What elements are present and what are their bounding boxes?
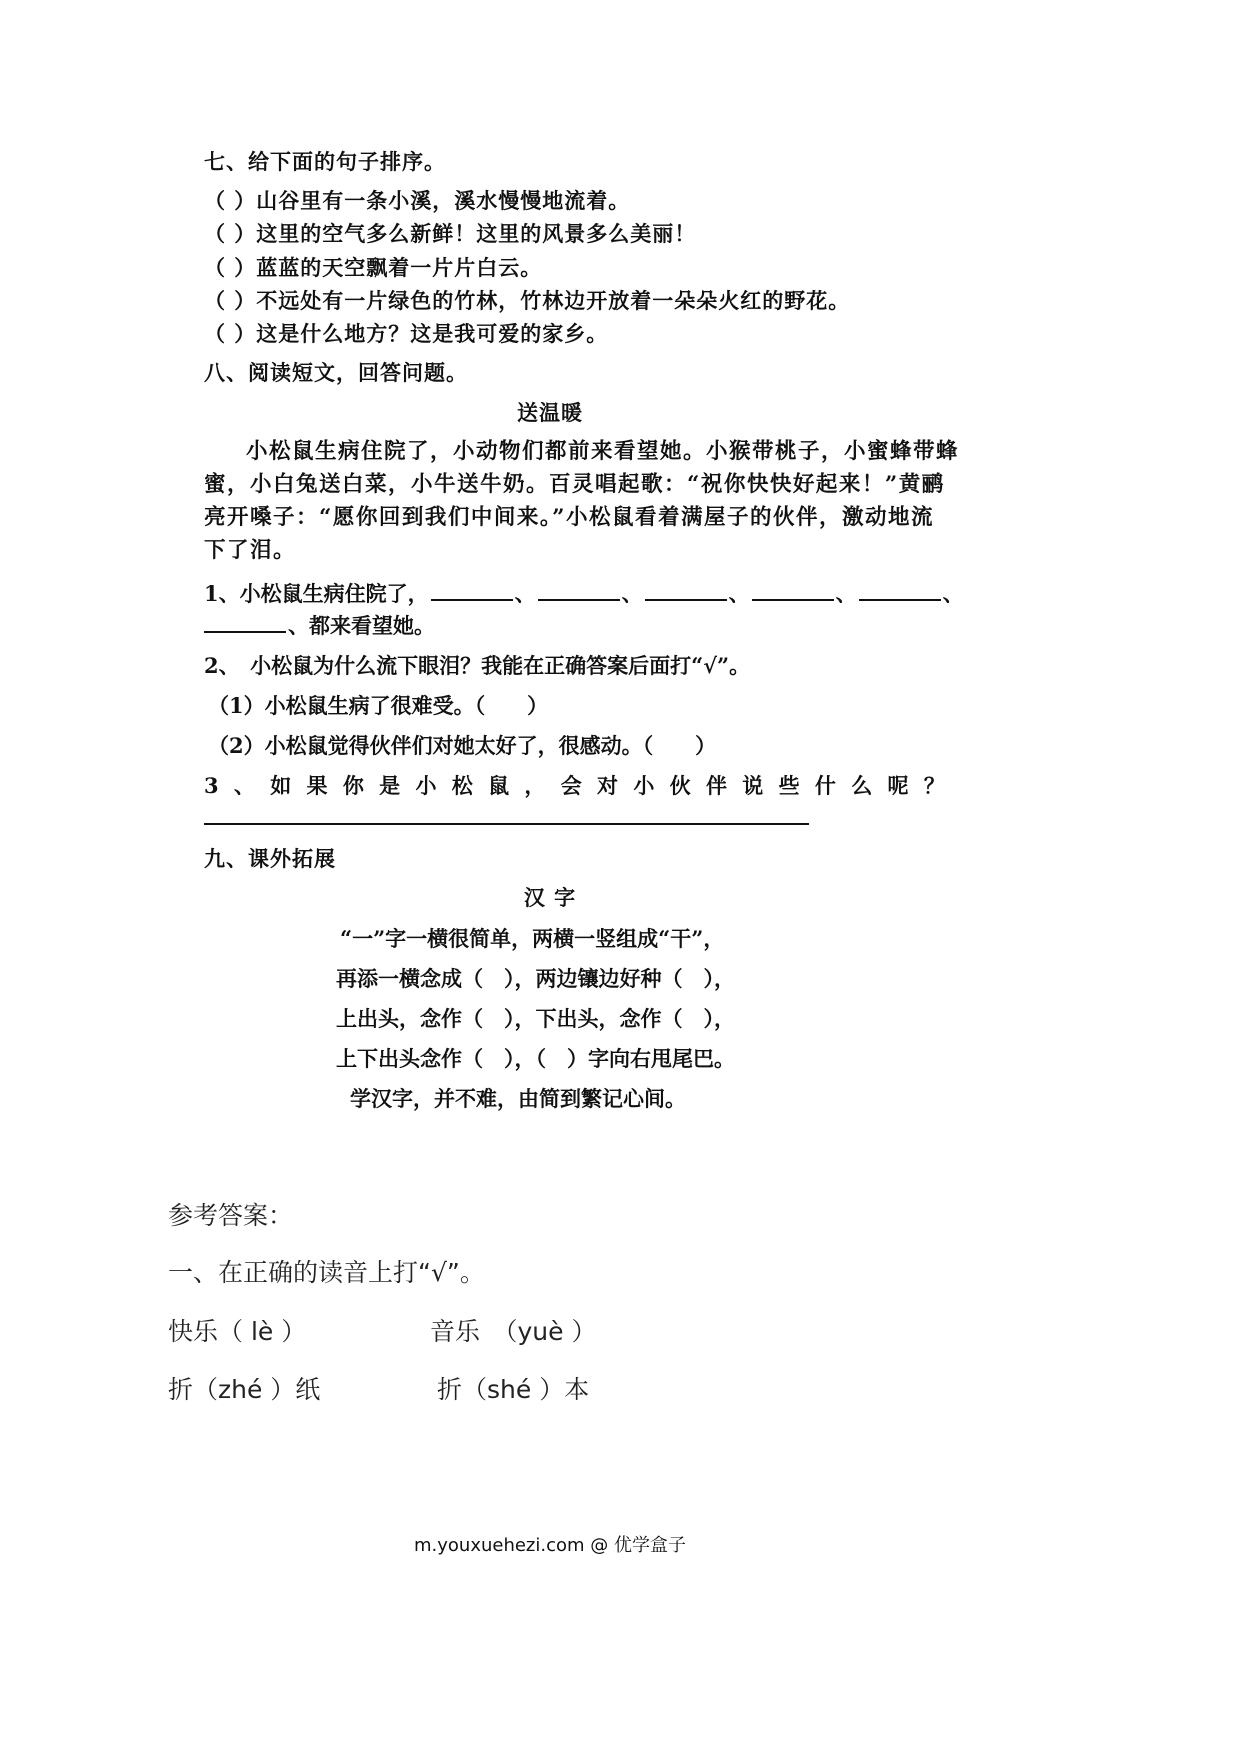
answer-row: 折（shé ）本 bbox=[437, 1375, 590, 1404]
answer-row: 快乐（ lè ） bbox=[168, 1317, 307, 1346]
ordering-item: （ ）山谷里有一条小溪，溪水慢慢地流着。 bbox=[204, 188, 631, 213]
question-1-continued bbox=[204, 610, 435, 640]
separator: 、 bbox=[942, 581, 964, 606]
poem-line: 上下出头念作（ ），（ ）字向右甩尾巴。 bbox=[336, 1046, 735, 1071]
question-1 bbox=[204, 578, 964, 608]
poem-line: 上出头，念作（ ），下出头，念作（ ）， bbox=[336, 1006, 735, 1031]
passage-line: 蜜，小白兔送白菜，小牛送牛奶。百灵唱起歌：“祝你快快好起来！”黄鹂 bbox=[204, 472, 945, 497]
answer-blank[interactable] bbox=[431, 581, 513, 601]
question-1-suffix: 、都来看望她。 bbox=[288, 613, 435, 638]
question-3: 3 、 如 果 你 是 小 松 鼠 ， 会 对 小 伙 伴 说 些 什 么 呢 ？ bbox=[204, 773, 949, 798]
question-2: 2、 小松鼠为什么流下眼泪？我能在正确答案后面打“√”。 bbox=[204, 653, 751, 678]
answer-blank[interactable] bbox=[645, 581, 727, 601]
separator: 、 bbox=[514, 581, 536, 606]
footer-watermark: m.youxuehezi.com @ 优学盒子 bbox=[413, 1535, 686, 1556]
passage-line: 亮开嗓子：“愿你回到我们中间来。”小松鼠看着满屋子的伙伴，激动地流 bbox=[204, 505, 934, 530]
ordering-item: （ ）这是什么地方？这是我可爱的家乡。 bbox=[204, 321, 609, 346]
section7-heading: 七、给下面的句子排序。 bbox=[204, 149, 446, 174]
answer-row: 折（zhé ）纸 bbox=[168, 1375, 321, 1404]
answer-row: 音乐 （yuè ） bbox=[430, 1317, 597, 1346]
section9-heading: 九、课外拓展 bbox=[204, 846, 336, 871]
section8-heading: 八、阅读短文，回答问题。 bbox=[204, 360, 468, 385]
ordering-item: （ ）这里的空气多么新鲜！这里的风景多么美丽！ bbox=[204, 221, 697, 246]
question-2-option-1: （1）小松鼠生病了很难受。（ ） bbox=[208, 693, 549, 718]
question-2-option-2: （2）小松鼠觉得伙伴们对她太好了，很感动。（ ） bbox=[208, 733, 717, 758]
poem-line: 再添一横念成（ ），两边镶边好种（ ）， bbox=[336, 966, 735, 991]
passage-line: 小松鼠生病住院了，小动物们都前来看望她。小猴带桃子，小蜜蜂带蜂 bbox=[246, 439, 960, 464]
answer-item-1-heading: 一、在正确的读音上打“√”。 bbox=[168, 1258, 485, 1287]
separator: 、 bbox=[835, 581, 857, 606]
ordering-item: （ ）蓝蓝的天空飘着一片片白云。 bbox=[204, 255, 543, 280]
ordering-item: （ ）不远处有一片绿色的竹林，竹林边开放着一朵朵火红的野花。 bbox=[204, 288, 851, 313]
answer-line[interactable] bbox=[204, 823, 809, 825]
passage-line: 下了泪。 bbox=[204, 538, 297, 563]
poem-line: “一”字一横很简单，两横一竖组成“干”， bbox=[340, 926, 725, 951]
question-1-prefix: 1、小松鼠生病住院了， bbox=[204, 581, 429, 606]
answer-blank[interactable] bbox=[859, 581, 941, 601]
answers-heading: 参考答案： bbox=[168, 1201, 294, 1230]
separator: 、 bbox=[621, 581, 643, 606]
poem-line: 学汉字，并不难，由简到繁记心间。 bbox=[350, 1086, 686, 1111]
answer-blank[interactable] bbox=[752, 581, 834, 601]
passage-title: 送温暖 bbox=[517, 400, 583, 425]
answer-blank[interactable] bbox=[538, 581, 620, 601]
poem-title: 汉 字 bbox=[523, 885, 577, 910]
answer-blank[interactable] bbox=[204, 613, 286, 633]
separator: 、 bbox=[728, 581, 750, 606]
